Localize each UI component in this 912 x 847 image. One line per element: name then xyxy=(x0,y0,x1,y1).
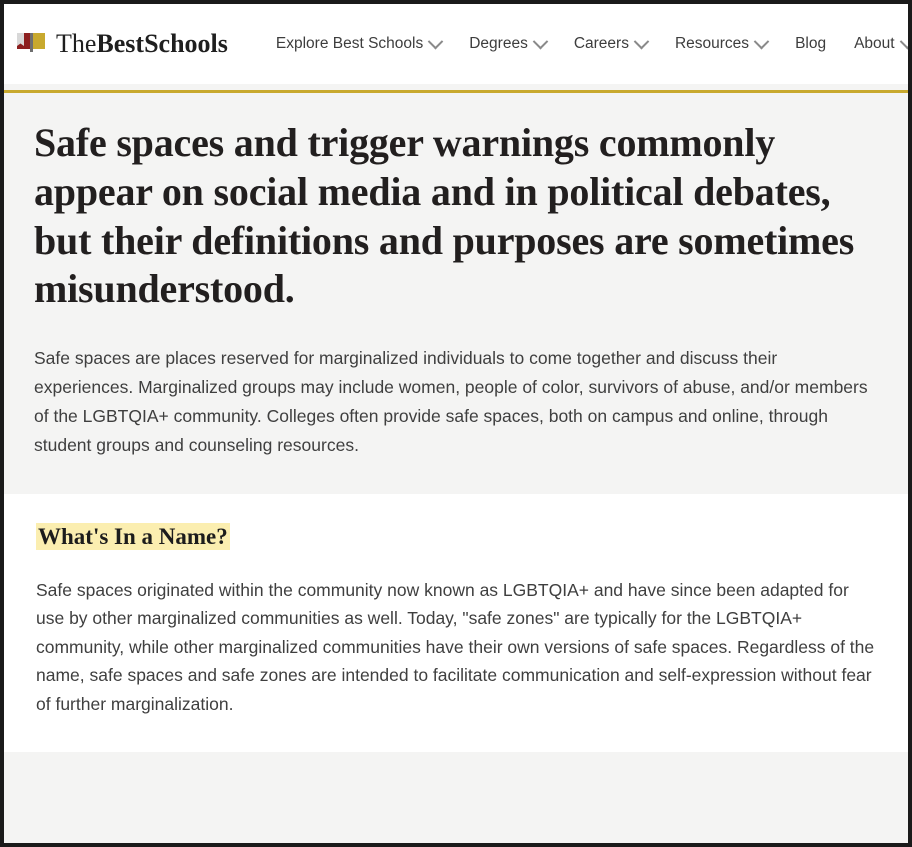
callout-card xyxy=(4,494,908,753)
main-navigation xyxy=(262,29,912,59)
nav-label: Explore Best Schools xyxy=(275,35,424,52)
chevron-down-icon xyxy=(754,33,770,49)
nav-item-careers[interactable] xyxy=(560,29,661,59)
brand-word-schools: Schools xyxy=(144,29,228,58)
brand-word-best: Best xyxy=(96,29,145,58)
nav-label: Resources xyxy=(674,35,750,52)
nav-item-about[interactable] xyxy=(840,29,912,59)
nav-label: Degrees xyxy=(469,35,528,52)
callout-title xyxy=(36,524,230,550)
shield-book-logo-icon xyxy=(14,27,48,61)
nav-item-resources[interactable] xyxy=(661,29,781,59)
article-lede-paragraph: Safe spaces are places reserved for marginalized individuals to come together and discuss their experiences. Marginalized groups may include women, people of color, survivors of abuse, and/or members of the LGBTQIA+ community. Colleges often provide safe spaces, both on campus and online, through student groups and counseling resources. xyxy=(34,348,868,455)
nav-item-degrees[interactable] xyxy=(455,29,560,59)
chevron-down-icon xyxy=(428,33,444,49)
nav-item-blog[interactable] xyxy=(781,29,840,59)
site-header xyxy=(4,4,908,84)
nav-item-explore-best-schools[interactable] xyxy=(262,29,455,59)
chevron-down-icon xyxy=(634,33,650,49)
chevron-down-icon xyxy=(533,33,549,49)
article-content xyxy=(4,93,908,460)
chevron-down-icon xyxy=(899,33,912,49)
nav-label: Blog xyxy=(795,35,827,52)
callout-body: Safe spaces originated within the community now known as LGBTQIA+ and have since been adapted for use by other marginalized communities as well. Today, "safe zones" are typically for the LGBTQIA+ community, while other marginalized communities have their own versions of safe spaces. Regardless of the name, safe spaces and safe zones are intended to facilitate communication and self-expression without fear of further marginalization. xyxy=(36,579,875,714)
nav-label: About xyxy=(854,35,895,52)
nav-label: Careers xyxy=(573,35,629,52)
site-logo[interactable] xyxy=(14,27,228,61)
callout-title-text: What's In a Name? xyxy=(38,523,228,549)
page-title: Safe spaces and trigger warnings commonly appear on social media and in political debates, but their definitions and purposes are sometimes misunderstood. xyxy=(34,120,855,312)
brand-word-the: The xyxy=(56,29,97,58)
